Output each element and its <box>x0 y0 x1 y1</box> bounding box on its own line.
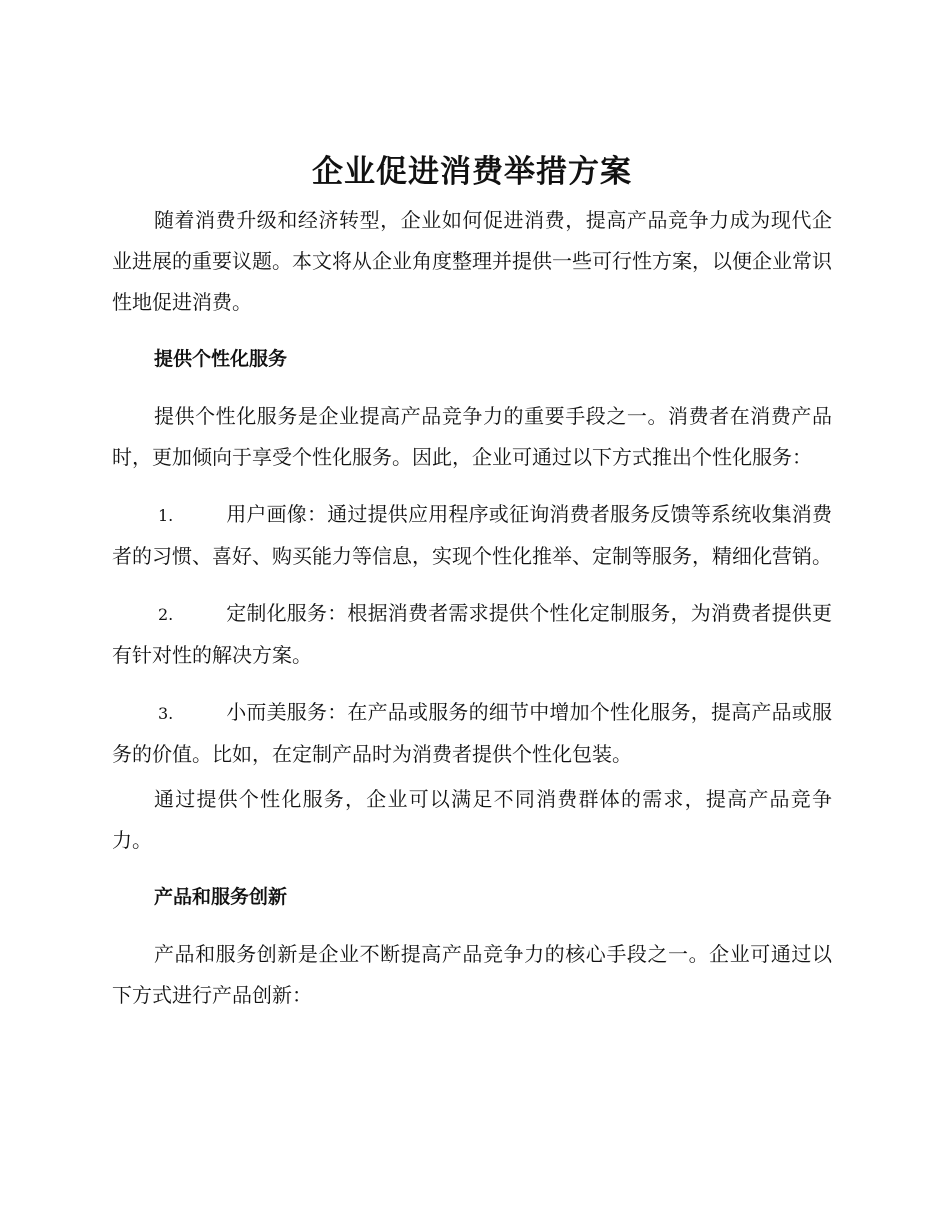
list-item-number: 1. <box>158 506 174 525</box>
section-heading-innovation: 产品和服务创新 <box>154 886 288 908</box>
list-item-text: 用户画像：通过提供应用程序或征询消费者服务反馈等系统收集消费者的习惯、喜好、购买能力等信息，实现个性化推举、定制等服务，精细化营销。 <box>112 502 832 568</box>
list-item <box>112 692 832 775</box>
section-heading-personalized-service: 提供个性化服务 <box>154 348 288 370</box>
section1-conclusion: 通过提供个性化服务，企业可以满足不同消费群体的需求，提高产品竞争力。 <box>112 787 832 852</box>
list-item-number: 2. <box>158 605 174 624</box>
section2-paragraph: 产品和服务创新是企业不断提高产品竞争力的核心手段之一。企业可通过以下方式进行产品创新： <box>112 942 832 1007</box>
list-item-text: 定制化服务：根据消费者需求提供个性化定制服务，为消费者提供更有针对性的解决方案。 <box>112 601 832 667</box>
section1-paragraph: 提供个性化服务是企业提高产品竞争力的重要手段之一。消费者在消费产品时，更加倾向于享受个性化服务。因此，企业可通过以下方式推出个性化服务： <box>112 404 832 469</box>
list-item-text: 小而美服务：在产品或服务的细节中增加个性化服务，提高产品或服务的价值。比如，在定制产品时为消费者提供个性化包装。 <box>112 700 832 766</box>
list-item <box>112 593 832 676</box>
intro-paragraph: 随着消费升级和经济转型，企业如何促进消费，提高产品竞争力成为现代企业进展的重要议题。本文将从企业角度整理并提供一些可行性方案，以便企业常识性地促进消费。 <box>112 208 832 314</box>
list-item-number: 3. <box>158 704 174 723</box>
list-item <box>112 494 832 577</box>
document-page <box>112 148 832 1016</box>
document-title: 企业促进消费举措方案 <box>312 154 632 190</box>
